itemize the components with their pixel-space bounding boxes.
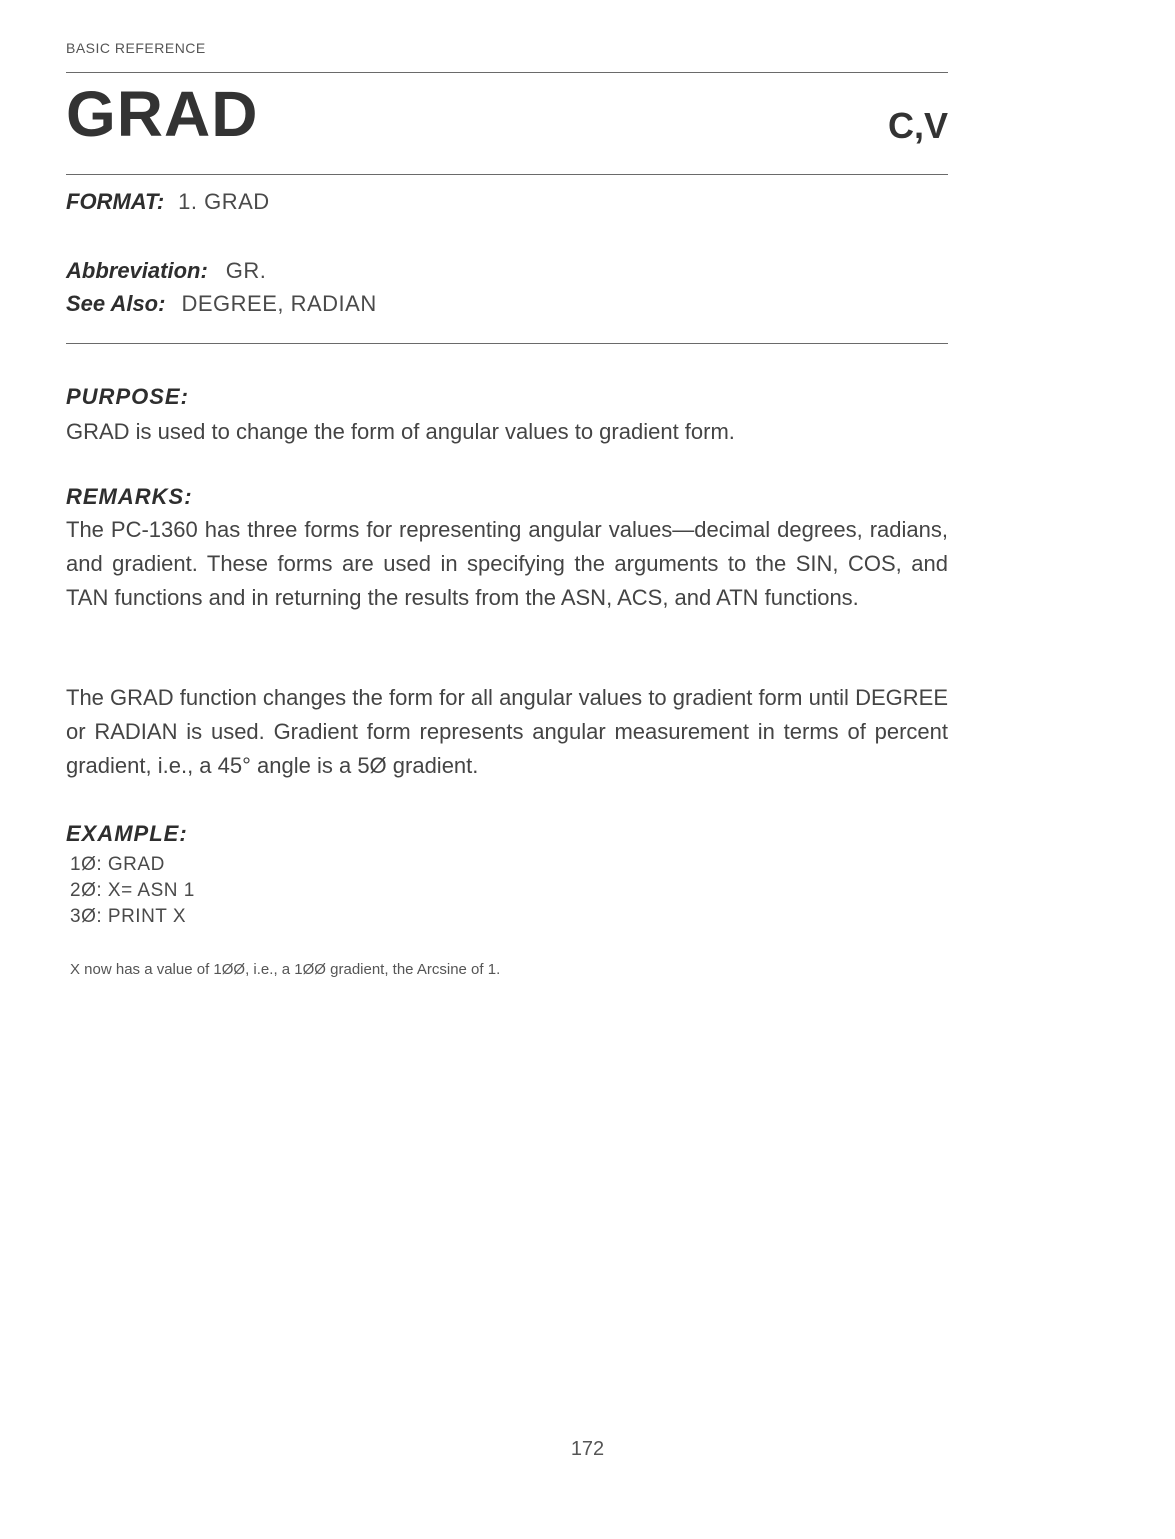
see-also-value: DEGREE, RADIAN [181, 291, 377, 316]
format-value: 1. GRAD [178, 189, 270, 214]
page-title: GRAD [66, 78, 259, 150]
format-line [66, 191, 270, 213]
section-rule [66, 343, 948, 344]
purpose-heading: PURPOSE: [66, 384, 189, 409]
see-also-line [66, 293, 377, 315]
mode-indicator: C,V [887, 105, 948, 146]
format-label: FORMAT: [66, 189, 165, 214]
running-head: BASIC REFERENCE [66, 40, 206, 56]
code-line: 1Ø: GRAD [70, 854, 165, 875]
abbreviation-line [66, 260, 266, 282]
purpose-text: GRAD is used to change the form of angular values to gradient form. [66, 419, 735, 444]
see-also-label: See Also: [66, 291, 166, 316]
remarks-paragraph: The PC-1360 has three forms for representing angular values—decimal degrees, radians, and gradient. These forms are used in specifying the arguments to the SIN, COS, and TAN functions and in returning the results from the ASN, ACS, and ATN functions. [66, 517, 948, 610]
top-rule [66, 72, 948, 73]
example-heading: EXAMPLE: [66, 821, 188, 846]
remarks-paragraph: The GRAD function changes the form for all angular values to gradient form until DEGREE or RADIAN is used. Gradient form represents angular measurement in terms of percent gradient, i.e., a 45° angle is a 5Ø gradient. [66, 685, 948, 778]
page-number: 172 [570, 1438, 605, 1460]
example-note: X now has a value of 1ØØ, i.e., a 1ØØ gradient, the Arcsine of 1. [70, 961, 501, 978]
abbreviation-label: Abbreviation: [66, 258, 208, 283]
code-line: 2Ø: X= ASN 1 [70, 880, 195, 901]
example-code-block [70, 852, 195, 930]
code-line: 3Ø: PRINT X [70, 906, 187, 927]
abbreviation-value: GR. [225, 258, 267, 283]
remarks-heading: REMARKS: [66, 484, 193, 509]
title-rule [66, 174, 948, 175]
